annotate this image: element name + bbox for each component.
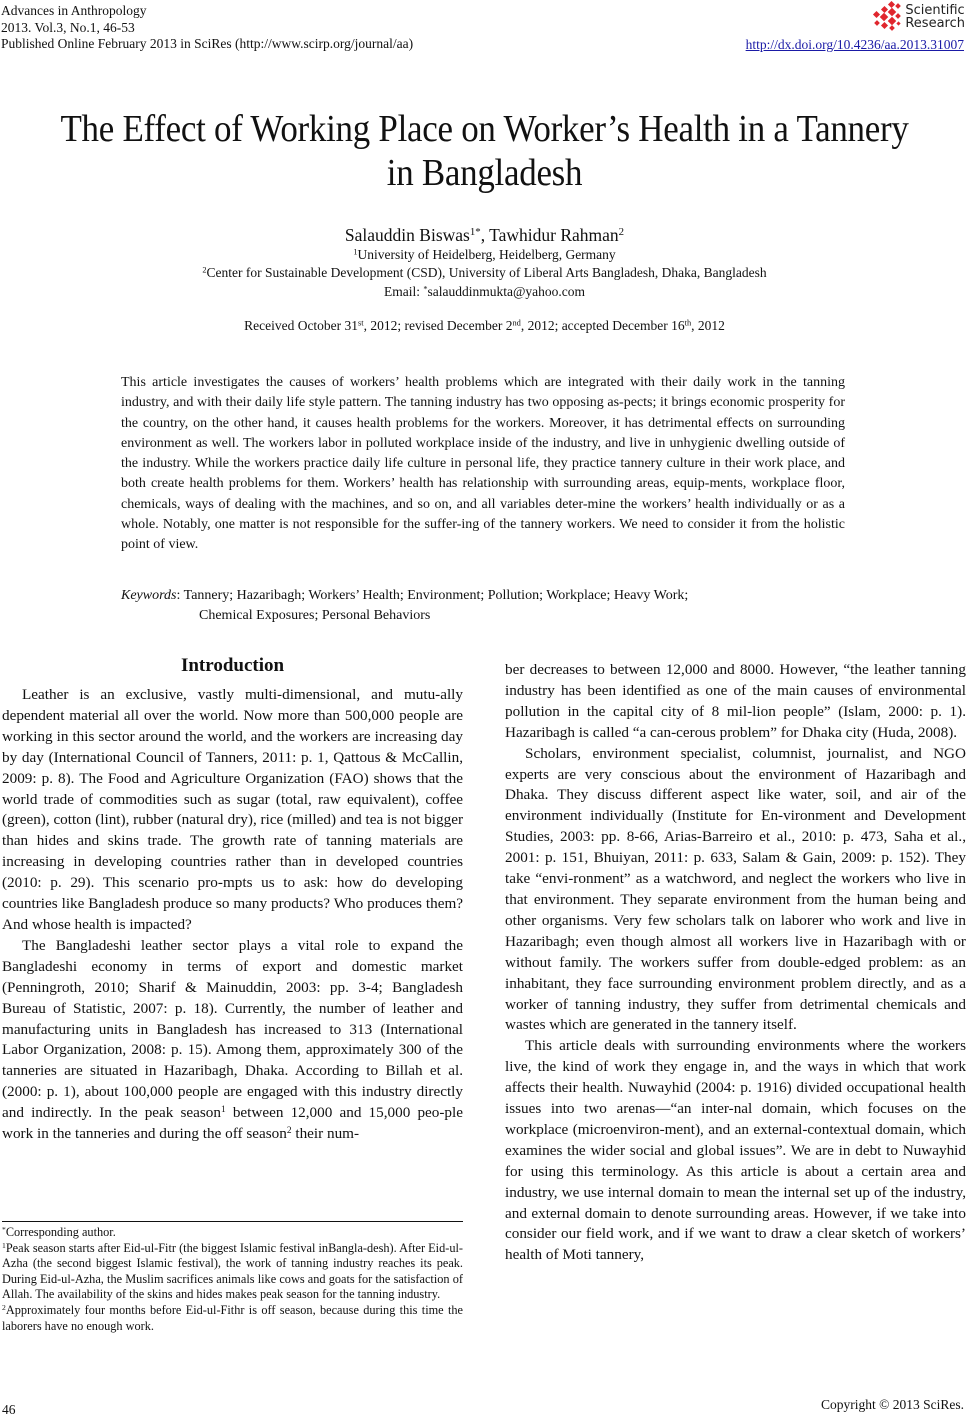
author-affiliation-mark: 1* — [469, 226, 481, 239]
keywords — [121, 586, 845, 626]
author-affiliation-mark: 2 — [618, 226, 625, 239]
journal-header — [1, 3, 413, 53]
body-paragraph: ber decreases to between 12,000 and 8000. However, “the leather tanning industry has been identified as one of the main causes of environmental pollution in the capital city of 8 mil-lion people” (Islam, 2000: p. 1). Hazaribagh is called “a can-cerous problem” for Dhaka city (Huda, 2008). — [505, 661, 966, 741]
accepted-date: , 2012; accepted December 16 — [520, 318, 685, 333]
publication-info: Published Online February 2013 in SciRes (http://www.scirp.org/journal/aa) — [1, 36, 414, 51]
footnote-2 — [2, 1303, 463, 1334]
affiliation-2 — [0, 265, 969, 281]
journal-volume: 2013. Vol.3, No.1, 46-53 — [1, 19, 135, 35]
ordinal-suffix: st — [358, 318, 364, 328]
email-mark: * — [423, 284, 428, 294]
author-name: Tawhidur Rahman — [489, 225, 619, 245]
left-column — [2, 685, 463, 1145]
paragraph-text: between 12,000 and 15,000 peo-ple work in the tanneries and during the off season — [2, 1104, 463, 1143]
footnote-text: Approximately four months before Eid-ul-Fithr is off season, because during this time the laborers have no enough work. — [2, 1302, 463, 1333]
submission-dates — [0, 318, 969, 334]
affiliation-text: University of Heidelberg, Heidelberg, Germany — [357, 247, 616, 262]
footnote-text: Peak season starts after Eid-ul-Fitr (the biggest Islamic festival inBangla-desh). After Eid-ul-Azha (the second biggest Islamic festival), the work of tanning industry reaches its peak. During Eid-ul-Azha, the Muslim sacrifices animals like cows and goats for the satisfaction of Allah. The availability of the skins and hides makes peak season for the tanning industry. — [2, 1240, 463, 1302]
title-line-1: The Effect of Working Place on Worker’s Health in a Tannery — [60, 108, 909, 150]
footnote-ref-2[interactable]: 2 — [286, 1125, 292, 1136]
ordinal-suffix: nd — [512, 318, 521, 328]
right-column — [505, 660, 966, 1266]
abstract: This article investigates the causes of workers’ health problems which are integrated with their daily work in the tanning industry, and with their daily life style pattern. The tanning industry has two opposing as-pects; it brings economic prosperity for the country, on the other hand, it causes health problems for the workers. Moreover, it has detrimental effects on surrounding environment as well. The workers labor in polluted workplace inside of the industry, and live in unhygienic dwelling outside of the industry. While the workers practice daily life culture in personal life, they practice tannery culture in their work place, and both create health problems for them. Workers’ health has relationship with surrounding areas, equip-ments, workplace floor, chemicals, ways of dealing with the machines, and so on, and all variables deter-mine the workers’ health individually or as a whole. Notably, one matter is not responsible for the suffer-ing of the tannery workers. We need to consider it from the holistic point of view. — [121, 375, 845, 553]
accepted-year: , 2012 — [691, 318, 725, 333]
body-paragraph: Leather is an exclusive, vastly multi-dimensional, and mutu-ally dependent material all over the world. Now more than 500,000 people are working in this sector around the world, and the workers are increasing day by day (International Council of Tanners, 2011: p. 1, Qattous & McCallin, 2009: p. 8). The Food and Agriculture Organization (FAO) shows that the world trade of commodities such as sugar (total, raw equivalent), coffee (green), cotton (lint), rubber (natural dry), rice (milled) and tea is not bigger than hides and skins trade. The growth rate of tanning materials are increasing in developing countries rather than in developed countries (2010: p. 29). This scenario pro-mpts us to ask: how do developing countries like Bangladesh produce so many products? Who produces them? And whose health is impacted? — [2, 686, 463, 933]
footnotes — [2, 1225, 463, 1334]
received-date: Received October 31 — [244, 318, 359, 333]
page-number: 46 — [2, 1402, 16, 1417]
footnote-mark: 2 — [2, 1302, 6, 1312]
title-line-2: in Bangladesh — [386, 152, 583, 194]
body-paragraph — [2, 936, 463, 1145]
author-name: Salauddin Biswas — [344, 225, 470, 245]
logo-text-line1: Scientific — [905, 3, 965, 18]
keywords-line-1: : Tannery; Hazaribagh; Workers’ Health; Environment; Pollution; Workplace; Heavy Work; — [176, 588, 689, 603]
footnote-text: Corresponding author. — [5, 1225, 116, 1239]
email-address[interactable]: salauddinmukta@yahoo.com — [427, 284, 586, 299]
author-separator: , — [480, 225, 490, 245]
footnote-1 — [2, 1241, 463, 1303]
diamond-grid-logo-icon — [869, 1, 903, 33]
affiliation-mark: 2 — [202, 265, 207, 275]
author-list — [0, 225, 969, 245]
copyright-notice: Copyright © 2013 SciRes. — [820, 1397, 964, 1412]
ordinal-suffix: th — [684, 318, 692, 328]
paragraph-text: The Bangladeshi leather sector plays a vital role to expand the Bangladeshi economy in terms of export and domestic market (Penningroth, 2010; Sharif & Mainuddin, 2003: pp. 3-4; Bangladesh Bureau of Statistic, 2007: p. 18). Currently, the number of leather and manufacturing units in Bangladesh has increased to 313 (International Labor Organization, 2008: p. 15). Among them, approximately 300 of the tanneries are situated in Hazaribagh, Dhaka. According to Billah et al. (2000: p. 1), about 100,000 people are engaged with this industry directly and indirectly. In the peak season — [2, 936, 463, 1122]
footnote-ref-1[interactable]: 1 — [221, 1104, 226, 1115]
journal-name: Advances in Anthropology — [1, 3, 147, 18]
doi-link[interactable]: http://dx.doi.org/10.4236/aa.2013.31007 — [745, 37, 964, 52]
revised-date: , 2012; revised December 2 — [363, 318, 513, 333]
paper-title — [39, 107, 930, 195]
keywords-label: Keywords — [121, 588, 177, 603]
publisher-logo — [869, 1, 965, 33]
footnote-mark: 1 — [2, 1240, 6, 1250]
affiliation-mark: 1 — [353, 247, 358, 257]
footnote-mark: * — [2, 1224, 6, 1234]
email-line — [0, 284, 969, 300]
affiliation-1 — [0, 247, 969, 263]
affiliation-text: Center for Sustainable Development (CSD), University of Liberal Arts Bangladesh, Dhaka, Bangladesh — [206, 265, 767, 280]
keywords-line-2: Chemical Exposures; Personal Behaviors — [199, 608, 431, 623]
body-paragraph: This article deals with surrounding environments where the workers live, the kind of work they engage in, and the ways in which that work affects their health. Nuwayhid (2004: p. 1916) divided occupational health issues into two arenas—“an inter-nal domain, which focuses on the workplace (microenviron-ment), and an external-contextual domain, which examines the wider social and global issues”. We are in debt to Nuwayhid for using this terminology. As this article is about a certain area and industry, we use internal domain to mean the internal set up of the industry, and external domain to denote surrounding areas. However, if we take into consider our field work, and if we want to draw a clear sketch of workers’ health of Moti tannery, — [505, 1037, 966, 1264]
footnote-divider — [2, 1221, 463, 1222]
body-paragraph: Scholars, environment specialist, columnist, journalist, and NGO experts are very conscious about the environment of Hazaribagh and Dhaka. They discuss different aspect like water, soil, and air of the environment individually (Institute for En-vironment and Development Studies, 2003: pp. 8-66, Arias-Barreiro et al., 2010: p. 473, Saha et al., 2001: p. 151, Bhuiyan, 2011: p. 633, Salam & Gain, 2009: p. 152). They take “envi-ronment” as a watchword, and neglect the workers who live in that environment. They separate environment from the human being and other organisms. Very few scholars talk on laborer who work and live in Hazaribagh; even though almost all workers live in Hazaribagh with or without family. The workers suffer from double-edged problem: as an inhabitant, they face surrounding environment problem directly, and as a worker of tanning industry, they suffer from detrimental chemicals and wastes which are generated in the tannery itself. — [505, 744, 966, 1034]
footnote-corresponding — [2, 1225, 463, 1241]
paragraph-text: their num- — [291, 1125, 360, 1143]
section-heading-introduction: Introduction — [180, 655, 285, 676]
logo-text-line2: Research — [905, 16, 965, 31]
email-label: Email: — [383, 284, 424, 299]
